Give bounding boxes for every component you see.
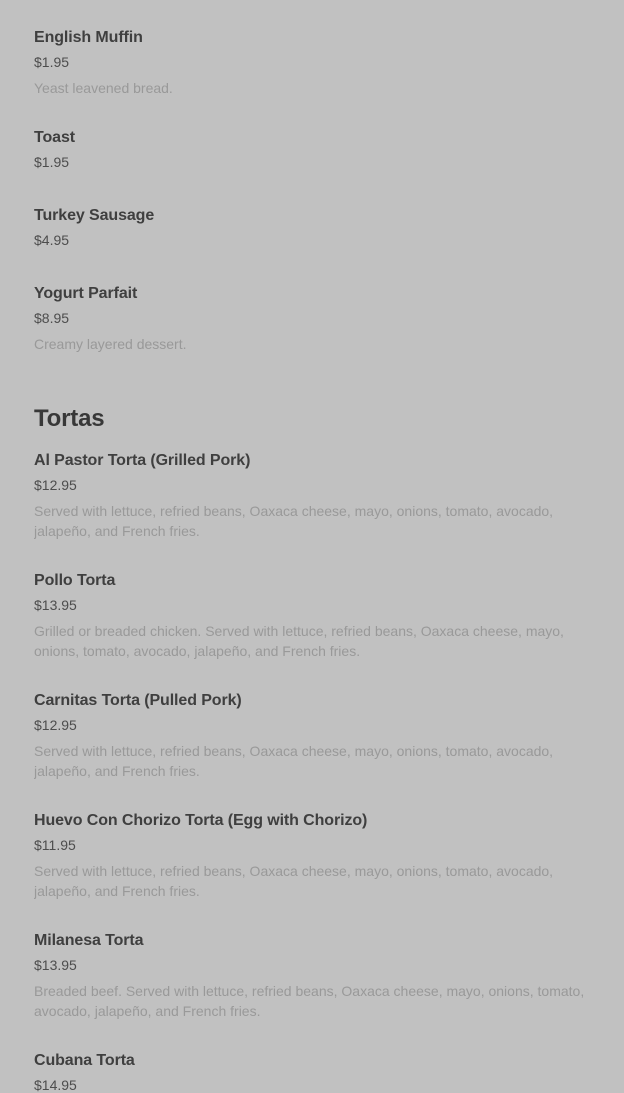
item-description: Served with lettuce, refried beans, Oaxaca cheese, mayo, onions, tomato, avocado, jalapeño, and French fries. [34,503,554,539]
menu-item-al-pastor-torta[interactable] [34,451,594,541]
item-description: Grilled or breaded chicken. Served with lettuce, refried beans, Oaxaca cheese, mayo, onions, tomato, avocado, jalapeño, and French fries. [34,623,564,659]
item-description: Served with lettuce, refried beans, Oaxaca cheese, mayo, onions, tomato, avocado, jalapeño, and French fries. [34,743,554,779]
item-description: Creamy layered dessert. [34,336,187,352]
item-description: Yeast leavened bread. [34,80,173,96]
item-description: Served with lettuce, refried beans, Oaxaca cheese, mayo, onions, tomato, avocado, jalapeño, and French fries. [34,863,554,899]
menu-item-english-muffin[interactable] [34,28,594,98]
item-price: $12.95 [34,717,77,733]
item-name: Pollo Torta [34,572,116,589]
item-price: $1.95 [34,54,70,70]
item-name: Al Pastor Torta (Grilled Pork) [34,452,251,469]
item-price: $4.95 [34,232,70,248]
menu-item-yogurt-parfait[interactable] [34,284,594,354]
item-price: $13.95 [34,957,77,973]
item-name: English Muffin [34,29,143,46]
item-price: $11.95 [34,837,76,853]
menu-item-pollo-torta[interactable] [34,571,594,661]
item-price: $12.95 [34,477,77,493]
item-name: Turkey Sausage [34,207,155,224]
item-description: Breaded beef. Served with lettuce, refried beans, Oaxaca cheese, mayo, onions, tomato, avocado, jalapeño, and French fries. [34,983,585,1019]
menu-item-carnitas-torta[interactable] [34,691,594,781]
item-name: Huevo Con Chorizo Torta (Egg with Chorizo) [34,812,368,829]
menu-item-cubana-torta[interactable] [34,1051,594,1093]
section-heading-tortas: Tortas [34,405,105,432]
item-name: Cubana Torta [34,1052,135,1069]
item-price: $8.95 [34,310,70,326]
menu-item-toast[interactable] [34,128,594,170]
item-price: $14.95 [34,1077,77,1093]
item-name: Yogurt Parfait [34,285,138,302]
item-name: Milanesa Torta [34,932,144,949]
menu-item-huevo-con-chorizo-torta[interactable] [34,811,594,901]
item-name: Toast [34,129,75,146]
menu-item-milanesa-torta[interactable] [34,931,594,1021]
item-price: $13.95 [34,597,77,613]
menu-item-turkey-sausage[interactable] [34,206,594,248]
item-name: Carnitas Torta (Pulled Pork) [34,692,242,709]
item-price: $1.95 [34,154,70,170]
